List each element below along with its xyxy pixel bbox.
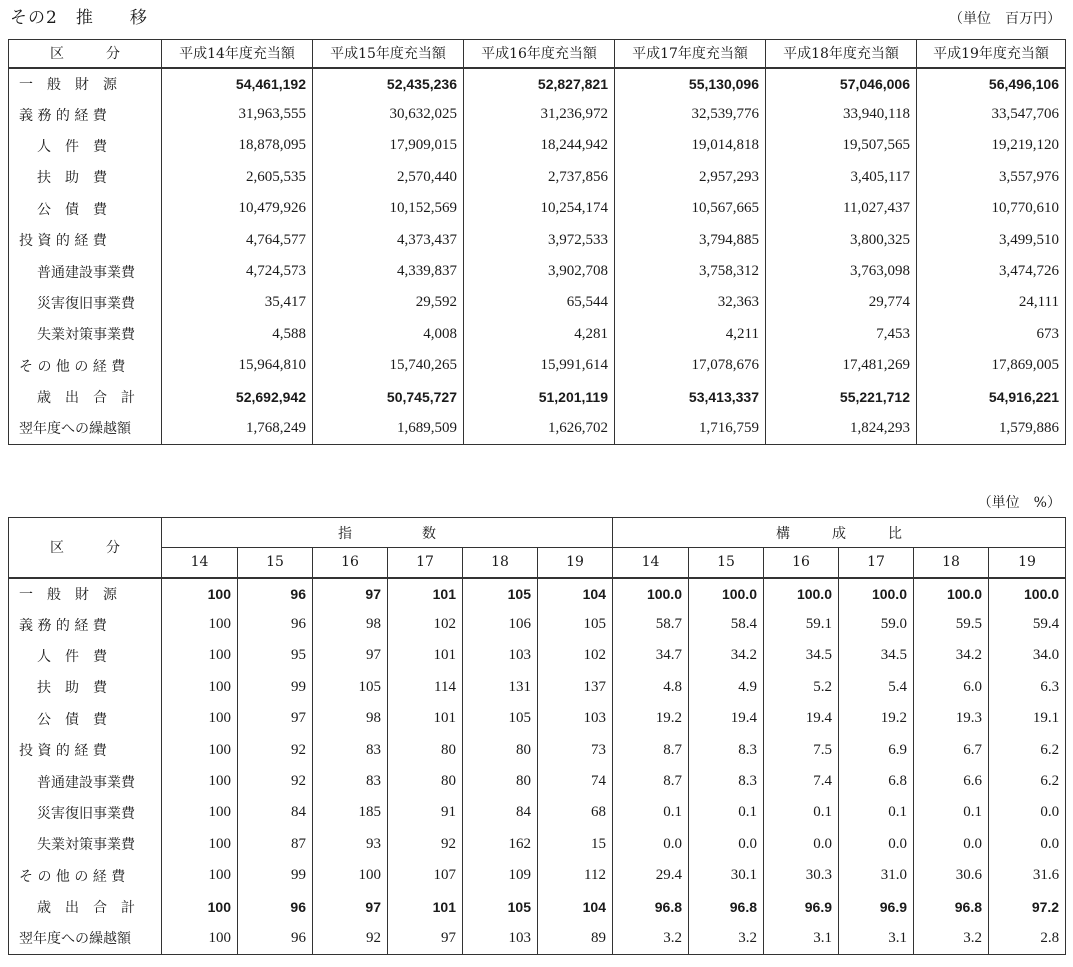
table-row	[9, 797, 1066, 828]
ratio-cell: 8.7	[613, 766, 689, 797]
ratio-cell: 100.0	[914, 578, 989, 609]
ratio-cell: 2.8	[989, 923, 1066, 954]
index-cell: 92	[388, 829, 463, 860]
ratio-cell: 96.8	[613, 891, 689, 922]
table-row	[9, 162, 1066, 193]
index-cell: 98	[313, 609, 388, 640]
value-cell: 4,373,437	[313, 224, 464, 255]
index-cell: 105	[463, 703, 538, 734]
index-cell: 100	[162, 672, 238, 703]
table-row	[9, 860, 1066, 891]
index-cell: 73	[538, 734, 613, 765]
row-label: 災害復旧事業費	[9, 287, 162, 318]
index-year-header: 19	[538, 548, 613, 578]
ratio-cell: 31.6	[989, 860, 1066, 891]
unit-label-percent: （単位 %）	[977, 495, 1061, 511]
row-label: 歳 出 合 計	[9, 891, 162, 922]
value-cell: 3,474,726	[917, 256, 1066, 287]
ratio-cell: 19.4	[764, 703, 839, 734]
index-cell: 96	[238, 891, 313, 922]
index-cell: 83	[313, 766, 388, 797]
ratio-year-header: 19	[989, 548, 1066, 578]
index-cell: 103	[463, 923, 538, 954]
ratio-cell: 0.0	[839, 829, 914, 860]
amount-table-header-row	[9, 40, 1066, 68]
index-cell: 74	[538, 766, 613, 797]
index-cell: 100	[162, 829, 238, 860]
index-cell: 109	[463, 860, 538, 891]
header-cell: 平成15年度充当額	[313, 40, 464, 68]
value-cell: 10,152,569	[313, 193, 464, 224]
value-cell: 2,570,440	[313, 162, 464, 193]
ratio-cell: 96.8	[914, 891, 989, 922]
index-ratio-table-group-row	[9, 518, 1066, 548]
ratio-cell: 0.0	[914, 829, 989, 860]
ratio-cell: 29.4	[613, 860, 689, 891]
index-cell: 97	[313, 640, 388, 671]
index-cell: 105	[463, 891, 538, 922]
index-cell: 101	[388, 891, 463, 922]
ratio-cell: 30.3	[764, 860, 839, 891]
ratio-cell: 100.0	[839, 578, 914, 609]
ratio-cell: 8.3	[689, 734, 764, 765]
ratio-cell: 6.2	[989, 734, 1066, 765]
value-cell: 10,254,174	[464, 193, 615, 224]
index-year-header: 15	[238, 548, 313, 578]
table-row	[9, 130, 1066, 161]
value-cell: 52,435,236	[313, 68, 464, 99]
value-cell: 10,567,665	[615, 193, 766, 224]
ratio-cell: 5.2	[764, 672, 839, 703]
ratio-cell: 100.0	[613, 578, 689, 609]
value-cell: 10,479,926	[162, 193, 313, 224]
value-cell: 31,963,555	[162, 99, 313, 130]
ratio-cell: 6.6	[914, 766, 989, 797]
row-label: 災害復旧事業費	[9, 797, 162, 828]
row-label: 失業対策事業費	[9, 319, 162, 350]
row-label: 扶 助 費	[9, 672, 162, 703]
ratio-cell: 0.1	[914, 797, 989, 828]
index-cell: 80	[463, 734, 538, 765]
ratio-cell: 34.5	[764, 640, 839, 671]
index-cell: 105	[313, 672, 388, 703]
value-cell: 4,008	[313, 319, 464, 350]
ratio-cell: 6.9	[839, 734, 914, 765]
row-label: 普通建設事業費	[9, 766, 162, 797]
ratio-cell: 30.1	[689, 860, 764, 891]
row-label: 公 債 費	[9, 193, 162, 224]
ratio-year-header: 17	[839, 548, 914, 578]
table-row	[9, 224, 1066, 255]
value-cell: 56,496,106	[917, 68, 1066, 99]
row-label: そ の 他 の 経 費	[9, 350, 162, 381]
ratio-cell: 3.1	[764, 923, 839, 954]
value-cell: 31,236,972	[464, 99, 615, 130]
index-cell: 97	[388, 923, 463, 954]
value-cell: 3,499,510	[917, 224, 1066, 255]
ratio-cell: 59.4	[989, 609, 1066, 640]
value-cell: 54,916,221	[917, 381, 1066, 412]
ratio-cell: 7.5	[764, 734, 839, 765]
amount-table	[8, 39, 1066, 445]
index-cell: 91	[388, 797, 463, 828]
index-cell: 131	[463, 672, 538, 703]
ratio-cell: 58.7	[613, 609, 689, 640]
ratio-cell: 34.5	[839, 640, 914, 671]
row-label: そ の 他 の 経 費	[9, 860, 162, 891]
ratio-cell: 0.1	[689, 797, 764, 828]
index-cell: 80	[388, 734, 463, 765]
index-year-header: 17	[388, 548, 463, 578]
ratio-group-header: 構 成 比	[613, 518, 1066, 548]
value-cell: 65,544	[464, 287, 615, 318]
ratio-cell: 34.7	[613, 640, 689, 671]
index-cell: 114	[388, 672, 463, 703]
index-cell: 97	[313, 578, 388, 609]
value-cell: 17,869,005	[917, 350, 1066, 381]
value-cell: 4,339,837	[313, 256, 464, 287]
ratio-cell: 8.3	[689, 766, 764, 797]
ratio-cell: 6.0	[914, 672, 989, 703]
value-cell: 19,014,818	[615, 130, 766, 161]
index-year-header: 18	[463, 548, 538, 578]
index-cell: 101	[388, 640, 463, 671]
ratio-cell: 19.3	[914, 703, 989, 734]
index-cell: 100	[162, 860, 238, 891]
index-cell: 99	[238, 672, 313, 703]
ratio-cell: 34.0	[989, 640, 1066, 671]
table-row	[9, 923, 1066, 954]
table-row	[9, 891, 1066, 922]
value-cell: 7,453	[766, 319, 917, 350]
value-cell: 1,768,249	[162, 413, 313, 444]
table-row	[9, 193, 1066, 224]
index-cell: 96	[238, 923, 313, 954]
ratio-cell: 6.8	[839, 766, 914, 797]
index-cell: 97	[313, 891, 388, 922]
index-cell: 104	[538, 891, 613, 922]
index-cell: 112	[538, 860, 613, 891]
ratio-cell: 0.0	[989, 797, 1066, 828]
value-cell: 11,027,437	[766, 193, 917, 224]
value-cell: 18,878,095	[162, 130, 313, 161]
index-cell: 87	[238, 829, 313, 860]
ratio-cell: 34.2	[914, 640, 989, 671]
table-row	[9, 68, 1066, 99]
value-cell: 3,405,117	[766, 162, 917, 193]
value-cell: 33,547,706	[917, 99, 1066, 130]
index-cell: 92	[238, 734, 313, 765]
value-cell: 3,902,708	[464, 256, 615, 287]
value-cell: 19,219,120	[917, 130, 1066, 161]
index-cell: 80	[388, 766, 463, 797]
value-cell: 4,724,573	[162, 256, 313, 287]
row-label: 一 般 財 源	[9, 578, 162, 609]
ratio-cell: 97.2	[989, 891, 1066, 922]
table-row	[9, 578, 1066, 609]
ratio-cell: 3.2	[689, 923, 764, 954]
value-cell: 55,221,712	[766, 381, 917, 412]
table-row	[9, 413, 1066, 444]
table-row	[9, 703, 1066, 734]
table-row	[9, 766, 1066, 797]
index-cell: 83	[313, 734, 388, 765]
table-row	[9, 381, 1066, 412]
index-cell: 100	[162, 797, 238, 828]
ratio-cell: 96.9	[764, 891, 839, 922]
index-cell: 103	[463, 640, 538, 671]
value-cell: 54,461,192	[162, 68, 313, 99]
index-cell: 93	[313, 829, 388, 860]
row-label: 人 件 費	[9, 640, 162, 671]
row-label: 翌年度への繰越額	[9, 923, 162, 954]
value-cell: 3,794,885	[615, 224, 766, 255]
ratio-cell: 3.2	[613, 923, 689, 954]
value-cell: 29,774	[766, 287, 917, 318]
index-cell: 103	[538, 703, 613, 734]
index-cell: 92	[238, 766, 313, 797]
row-label: 投 資 的 経 費	[9, 224, 162, 255]
ratio-cell: 19.1	[989, 703, 1066, 734]
ratio-cell: 59.0	[839, 609, 914, 640]
ratio-cell: 8.7	[613, 734, 689, 765]
index-cell: 96	[238, 609, 313, 640]
ratio-cell: 3.2	[914, 923, 989, 954]
value-cell: 1,824,293	[766, 413, 917, 444]
value-cell: 4,281	[464, 319, 615, 350]
table-row	[9, 319, 1066, 350]
index-cell: 162	[463, 829, 538, 860]
value-cell: 35,417	[162, 287, 313, 318]
value-cell: 2,605,535	[162, 162, 313, 193]
table-row	[9, 609, 1066, 640]
index-cell: 185	[313, 797, 388, 828]
index-cell: 100	[162, 891, 238, 922]
value-cell: 3,557,976	[917, 162, 1066, 193]
index-cell: 98	[313, 703, 388, 734]
row-label: 一 般 財 源	[9, 68, 162, 99]
ratio-cell: 59.5	[914, 609, 989, 640]
row-label: 歳 出 合 計	[9, 381, 162, 412]
value-cell: 17,481,269	[766, 350, 917, 381]
table-row	[9, 350, 1066, 381]
value-cell: 673	[917, 319, 1066, 350]
ratio-cell: 4.9	[689, 672, 764, 703]
index-cell: 80	[463, 766, 538, 797]
table-row	[9, 99, 1066, 130]
header-cell: 平成18年度充当額	[766, 40, 917, 68]
value-cell: 15,740,265	[313, 350, 464, 381]
ratio-cell: 0.0	[613, 829, 689, 860]
ratio-cell: 34.2	[689, 640, 764, 671]
value-cell: 50,745,727	[313, 381, 464, 412]
index-cell: 95	[238, 640, 313, 671]
ratio-cell: 100.0	[989, 578, 1066, 609]
ratio-year-header: 14	[613, 548, 689, 578]
row-label: 義 務 的 経 費	[9, 609, 162, 640]
value-cell: 4,211	[615, 319, 766, 350]
row-label: 公 債 費	[9, 703, 162, 734]
value-cell: 1,689,509	[313, 413, 464, 444]
value-cell: 1,579,886	[917, 413, 1066, 444]
unit-label-amount: （単位 百万円）	[949, 11, 1061, 27]
index-ratio-table	[8, 517, 1066, 955]
value-cell: 53,413,337	[615, 381, 766, 412]
ratio-cell: 31.0	[839, 860, 914, 891]
value-cell: 2,737,856	[464, 162, 615, 193]
value-cell: 1,626,702	[464, 413, 615, 444]
ratio-cell: 0.0	[989, 829, 1066, 860]
table-row	[9, 287, 1066, 318]
ratio-cell: 59.1	[764, 609, 839, 640]
header-cell: 平成16年度充当額	[464, 40, 615, 68]
header-cell: 区 分	[9, 518, 162, 578]
ratio-cell: 96.8	[689, 891, 764, 922]
value-cell: 29,592	[313, 287, 464, 318]
ratio-cell: 6.3	[989, 672, 1066, 703]
value-cell: 18,244,942	[464, 130, 615, 161]
value-cell: 15,991,614	[464, 350, 615, 381]
ratio-cell: 19.2	[839, 703, 914, 734]
index-cell: 97	[238, 703, 313, 734]
row-label: 失業対策事業費	[9, 829, 162, 860]
ratio-cell: 0.1	[764, 797, 839, 828]
ratio-cell: 58.4	[689, 609, 764, 640]
ratio-cell: 96.9	[839, 891, 914, 922]
value-cell: 17,909,015	[313, 130, 464, 161]
ratio-cell: 0.1	[613, 797, 689, 828]
index-year-header: 16	[313, 548, 388, 578]
index-cell: 15	[538, 829, 613, 860]
index-cell: 96	[238, 578, 313, 609]
table-row	[9, 256, 1066, 287]
index-cell: 102	[388, 609, 463, 640]
index-cell: 137	[538, 672, 613, 703]
value-cell: 4,588	[162, 319, 313, 350]
value-cell: 32,363	[615, 287, 766, 318]
ratio-year-header: 18	[914, 548, 989, 578]
value-cell: 33,940,118	[766, 99, 917, 130]
value-cell: 3,972,533	[464, 224, 615, 255]
value-cell: 2,957,293	[615, 162, 766, 193]
page-title: その2 推 移	[10, 8, 148, 28]
index-cell: 102	[538, 640, 613, 671]
ratio-cell: 100.0	[764, 578, 839, 609]
value-cell: 55,130,096	[615, 68, 766, 99]
ratio-cell: 0.0	[689, 829, 764, 860]
index-ratio-table-year-row	[9, 548, 1066, 578]
index-cell: 107	[388, 860, 463, 891]
row-label: 義 務 的 経 費	[9, 99, 162, 130]
table-row	[9, 829, 1066, 860]
row-label: 普通建設事業費	[9, 256, 162, 287]
value-cell: 52,827,821	[464, 68, 615, 99]
value-cell: 15,964,810	[162, 350, 313, 381]
ratio-year-header: 15	[689, 548, 764, 578]
index-cell: 68	[538, 797, 613, 828]
index-cell: 100	[313, 860, 388, 891]
header-cell: 平成17年度充当額	[615, 40, 766, 68]
index-cell: 84	[463, 797, 538, 828]
ratio-cell: 6.7	[914, 734, 989, 765]
ratio-cell: 19.2	[613, 703, 689, 734]
index-cell: 100	[162, 766, 238, 797]
value-cell: 32,539,776	[615, 99, 766, 130]
value-cell: 51,201,119	[464, 381, 615, 412]
ratio-cell: 3.1	[839, 923, 914, 954]
index-cell: 100	[162, 734, 238, 765]
value-cell: 4,764,577	[162, 224, 313, 255]
index-cell: 84	[238, 797, 313, 828]
value-cell: 3,763,098	[766, 256, 917, 287]
ratio-cell: 7.4	[764, 766, 839, 797]
value-cell: 1,716,759	[615, 413, 766, 444]
value-cell: 3,758,312	[615, 256, 766, 287]
value-cell: 19,507,565	[766, 130, 917, 161]
value-cell: 30,632,025	[313, 99, 464, 130]
ratio-cell: 30.6	[914, 860, 989, 891]
index-cell: 92	[313, 923, 388, 954]
index-cell: 101	[388, 578, 463, 609]
index-cell: 100	[162, 578, 238, 609]
index-year-header: 14	[162, 548, 238, 578]
row-label: 扶 助 費	[9, 162, 162, 193]
ratio-cell: 6.2	[989, 766, 1066, 797]
ratio-cell: 0.1	[839, 797, 914, 828]
header-cell: 平成14年度充当額	[162, 40, 313, 68]
table-row	[9, 734, 1066, 765]
value-cell: 10,770,610	[917, 193, 1066, 224]
value-cell: 52,692,942	[162, 381, 313, 412]
index-cell: 100	[162, 609, 238, 640]
table-row	[9, 672, 1066, 703]
index-cell: 99	[238, 860, 313, 891]
ratio-year-header: 16	[764, 548, 839, 578]
index-cell: 100	[162, 703, 238, 734]
ratio-cell: 4.8	[613, 672, 689, 703]
value-cell: 3,800,325	[766, 224, 917, 255]
index-cell: 105	[463, 578, 538, 609]
header-cell: 平成19年度充当額	[917, 40, 1066, 68]
value-cell: 57,046,006	[766, 68, 917, 99]
value-cell: 17,078,676	[615, 350, 766, 381]
value-cell: 24,111	[917, 287, 1066, 318]
index-cell: 100	[162, 923, 238, 954]
row-label: 人 件 費	[9, 130, 162, 161]
row-label: 投 資 的 経 費	[9, 734, 162, 765]
ratio-cell: 5.4	[839, 672, 914, 703]
table-row	[9, 640, 1066, 671]
header-cell: 区 分	[9, 40, 162, 68]
ratio-cell: 19.4	[689, 703, 764, 734]
ratio-cell: 0.0	[764, 829, 839, 860]
ratio-cell: 100.0	[689, 578, 764, 609]
index-cell: 105	[538, 609, 613, 640]
row-label: 翌年度への繰越額	[9, 413, 162, 444]
index-group-header: 指 数	[162, 518, 613, 548]
index-cell: 104	[538, 578, 613, 609]
index-cell: 106	[463, 609, 538, 640]
index-cell: 100	[162, 640, 238, 671]
index-cell: 89	[538, 923, 613, 954]
index-cell: 101	[388, 703, 463, 734]
